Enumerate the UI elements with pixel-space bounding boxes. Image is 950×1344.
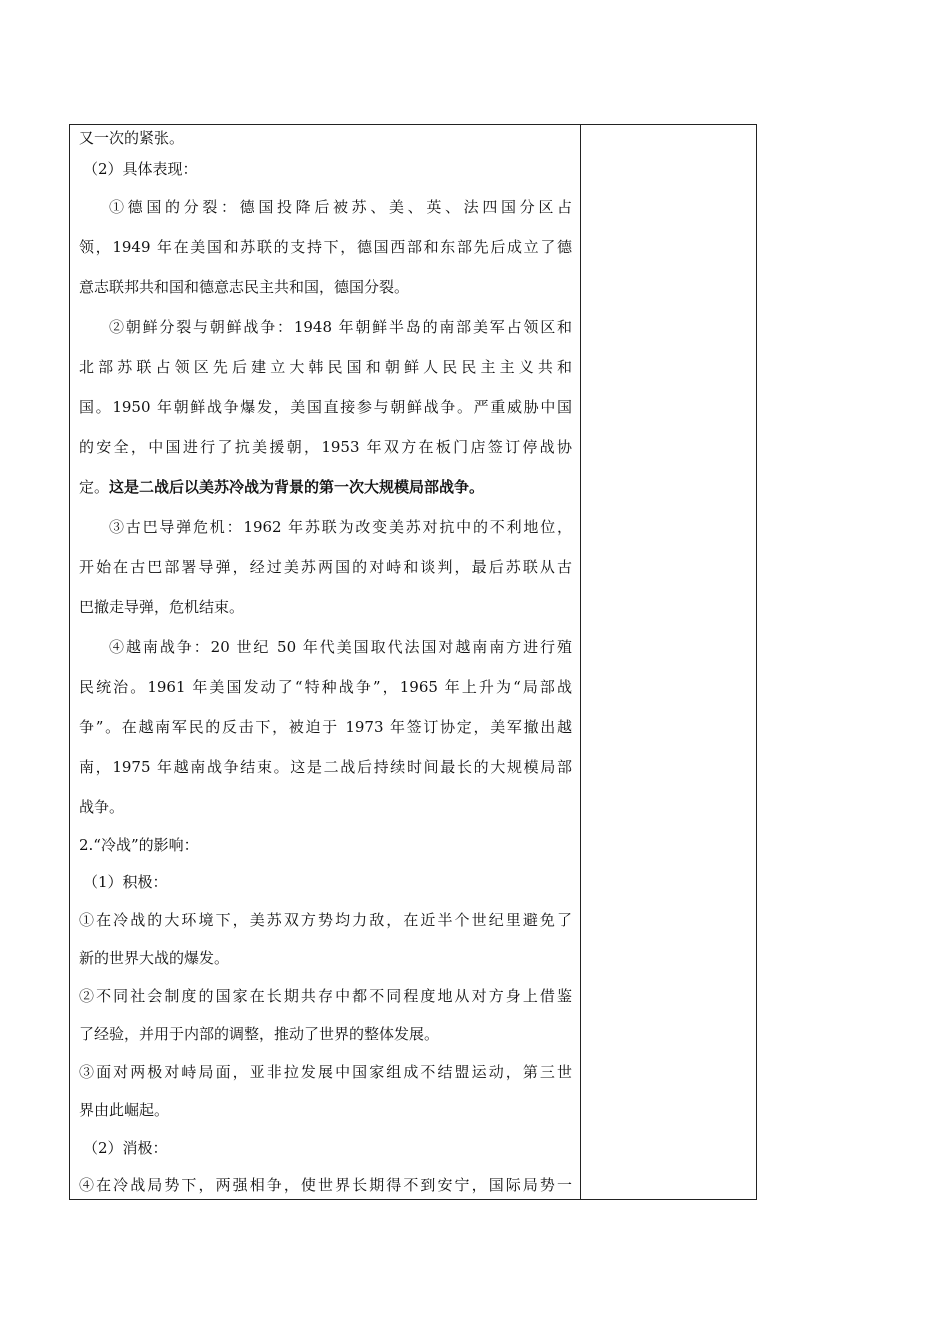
text-line: ①在冷战的大环境下，美苏双方势均力敌，在近半个世纪里避免了 (79, 911, 572, 929)
text-line: 国。1950 年朝鲜战争爆发，美国直接参与朝鲜战争。严重威胁中国 (79, 398, 572, 416)
text-line: 巴撤走导弹，危机结束。 (79, 598, 245, 616)
content-column (70, 125, 581, 1199)
section-heading: 2.“冷战”的影响： (79, 836, 199, 854)
text-line: 领，1949 年在美国和苏联的支持下，德国西部和东部先后成立了德 (79, 238, 572, 256)
text-line: 了经验，并用于内部的调整，推动了世界的整体发展。 (79, 1025, 440, 1043)
text-line: 战争。 (79, 798, 125, 816)
text-line: 争”。在越南军民的反击下，被迫于 1973 年签订协定，美军撤出越 (79, 718, 572, 736)
subsection-heading: （2）具体表现： (83, 160, 198, 178)
document-table (69, 124, 757, 1200)
subsection-heading: （2）消极： (83, 1139, 168, 1157)
text-line: 北部苏联占领区先后建立大韩民国和朝鲜人民民主主义共和 (79, 358, 572, 376)
text-line: 开始在古巴部署导弹，经过美苏两国的对峙和谈判，最后苏联从古 (79, 558, 572, 576)
text-line: 民统治。1961 年美国发动了“特种战争”，1965 年上升为“局部战 (79, 678, 572, 696)
bold-statement: 这是二战后以美苏冷战为背景的第一次大规模局部战争。 (109, 478, 485, 496)
text-line: 新的世界大战的爆发。 (79, 949, 230, 967)
text-line: ④在冷战局势下，两强相争，使世界长期得不到安宁，国际局势一 (79, 1176, 572, 1194)
notes-column (581, 125, 756, 1199)
text-line: ②不同社会制度的国家在长期共存中都不同程度地从对方身上借鉴 (79, 987, 572, 1005)
text-line: ③面对两极对峙局面，亚非拉发展中国家组成不结盟运动，第三世 (79, 1063, 572, 1081)
text-line: ③古巴导弹危机：1962 年苏联为改变美苏对抗中的不利地位， (109, 518, 572, 536)
text-line: 界由此崛起。 (79, 1101, 170, 1119)
text-line: ②朝鲜分裂与朝鲜战争：1948 年朝鲜半岛的南部美军占领区和 (109, 318, 572, 336)
subsection-heading: （1）积极： (83, 873, 168, 891)
text-line: ①德国的分裂：德国投降后被苏、美、英、法四国分区占 (109, 198, 572, 216)
text-line: 意志联邦共和国和德意志民主共和国，德国分裂。 (79, 278, 410, 296)
text-line: 南，1975 年越南战争结束。这是二战后持续时间最长的大规模局部 (79, 758, 572, 776)
text-line: ④越南战争：20 世纪 50 年代美国取代法国对越南南方进行殖 (109, 638, 572, 656)
text-line (79, 467, 572, 507)
text-fragment: 定。 (79, 478, 110, 496)
text-line: 又一次的紧张。 (79, 129, 185, 147)
text-line: 的安全，中国进行了抗美援朝，1953 年双方在板门店签订停战协 (79, 438, 572, 456)
